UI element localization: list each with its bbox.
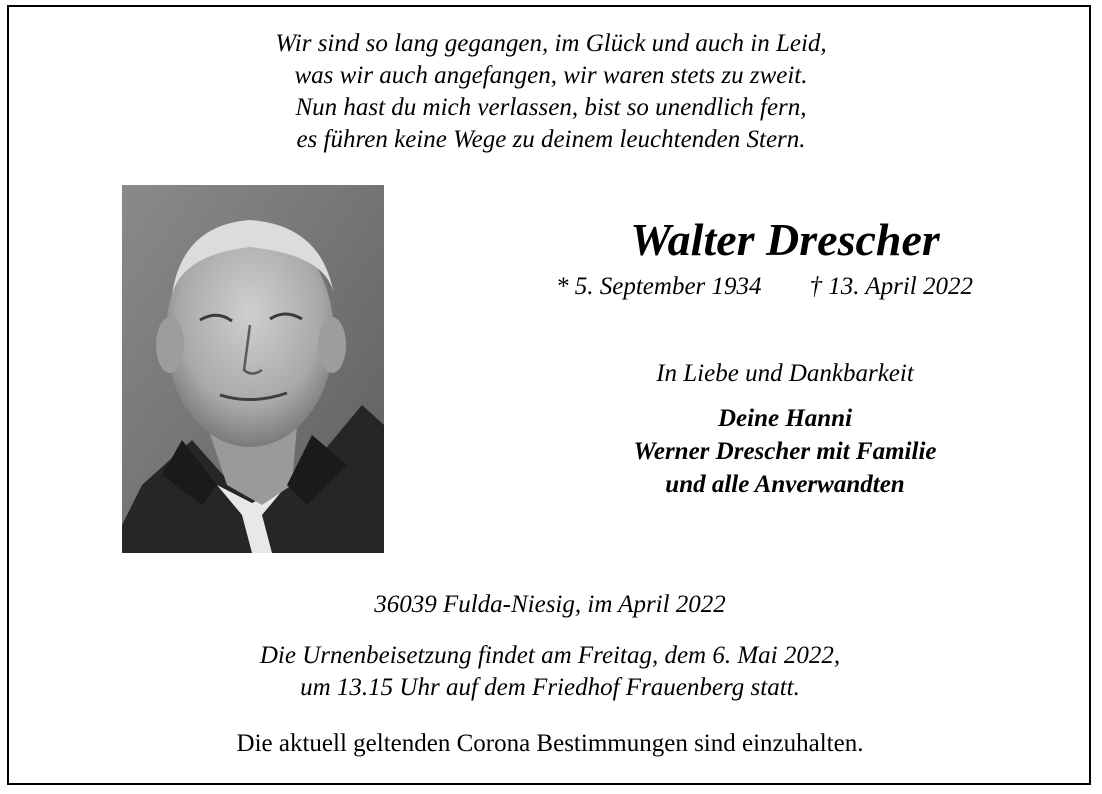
funeral-line: um 13.15 Uhr auf dem Friedhof Frauenberg statt. <box>300 674 800 701</box>
poem-line: es führen keine Wege zu deinem leuchtenden Stern. <box>296 126 806 153</box>
life-dates <box>556 272 973 302</box>
mourner-name: Werner Drescher mit Familie <box>633 438 937 465</box>
birth-date: * 5. September 1934 <box>556 273 762 300</box>
portrait-photo <box>122 185 384 553</box>
poem-line: was wir auch angefangen, wir waren stets zu zweit. <box>294 62 808 89</box>
deceased-name: Walter Drescher <box>630 214 940 265</box>
mourner-name: Deine Hanni <box>717 405 853 432</box>
mourner-name: und alle Anverwandten <box>665 471 905 498</box>
dedication-text: In Liebe und Dankbarkeit <box>656 360 914 387</box>
funeral-info <box>0 640 1100 704</box>
memorial-poem <box>0 28 1102 156</box>
poem-line: Wir sind so lang gegangen, im Glück und auch in Leid, <box>275 30 827 57</box>
corona-notice: Die aktuell geltenden Corona Bestimmungen sind einzuhalten. <box>236 730 864 757</box>
poem-line: Nun hast du mich verlassen, bist so unendlich fern, <box>295 94 807 121</box>
mourners-list <box>540 402 1030 501</box>
death-date: † 13. April 2022 <box>809 273 973 300</box>
funeral-line: Die Urnenbeisetzung findet am Freitag, dem 6. Mai 2022, <box>259 642 841 669</box>
place-date: 36039 Fulda-Niesig, im April 2022 <box>374 591 726 618</box>
